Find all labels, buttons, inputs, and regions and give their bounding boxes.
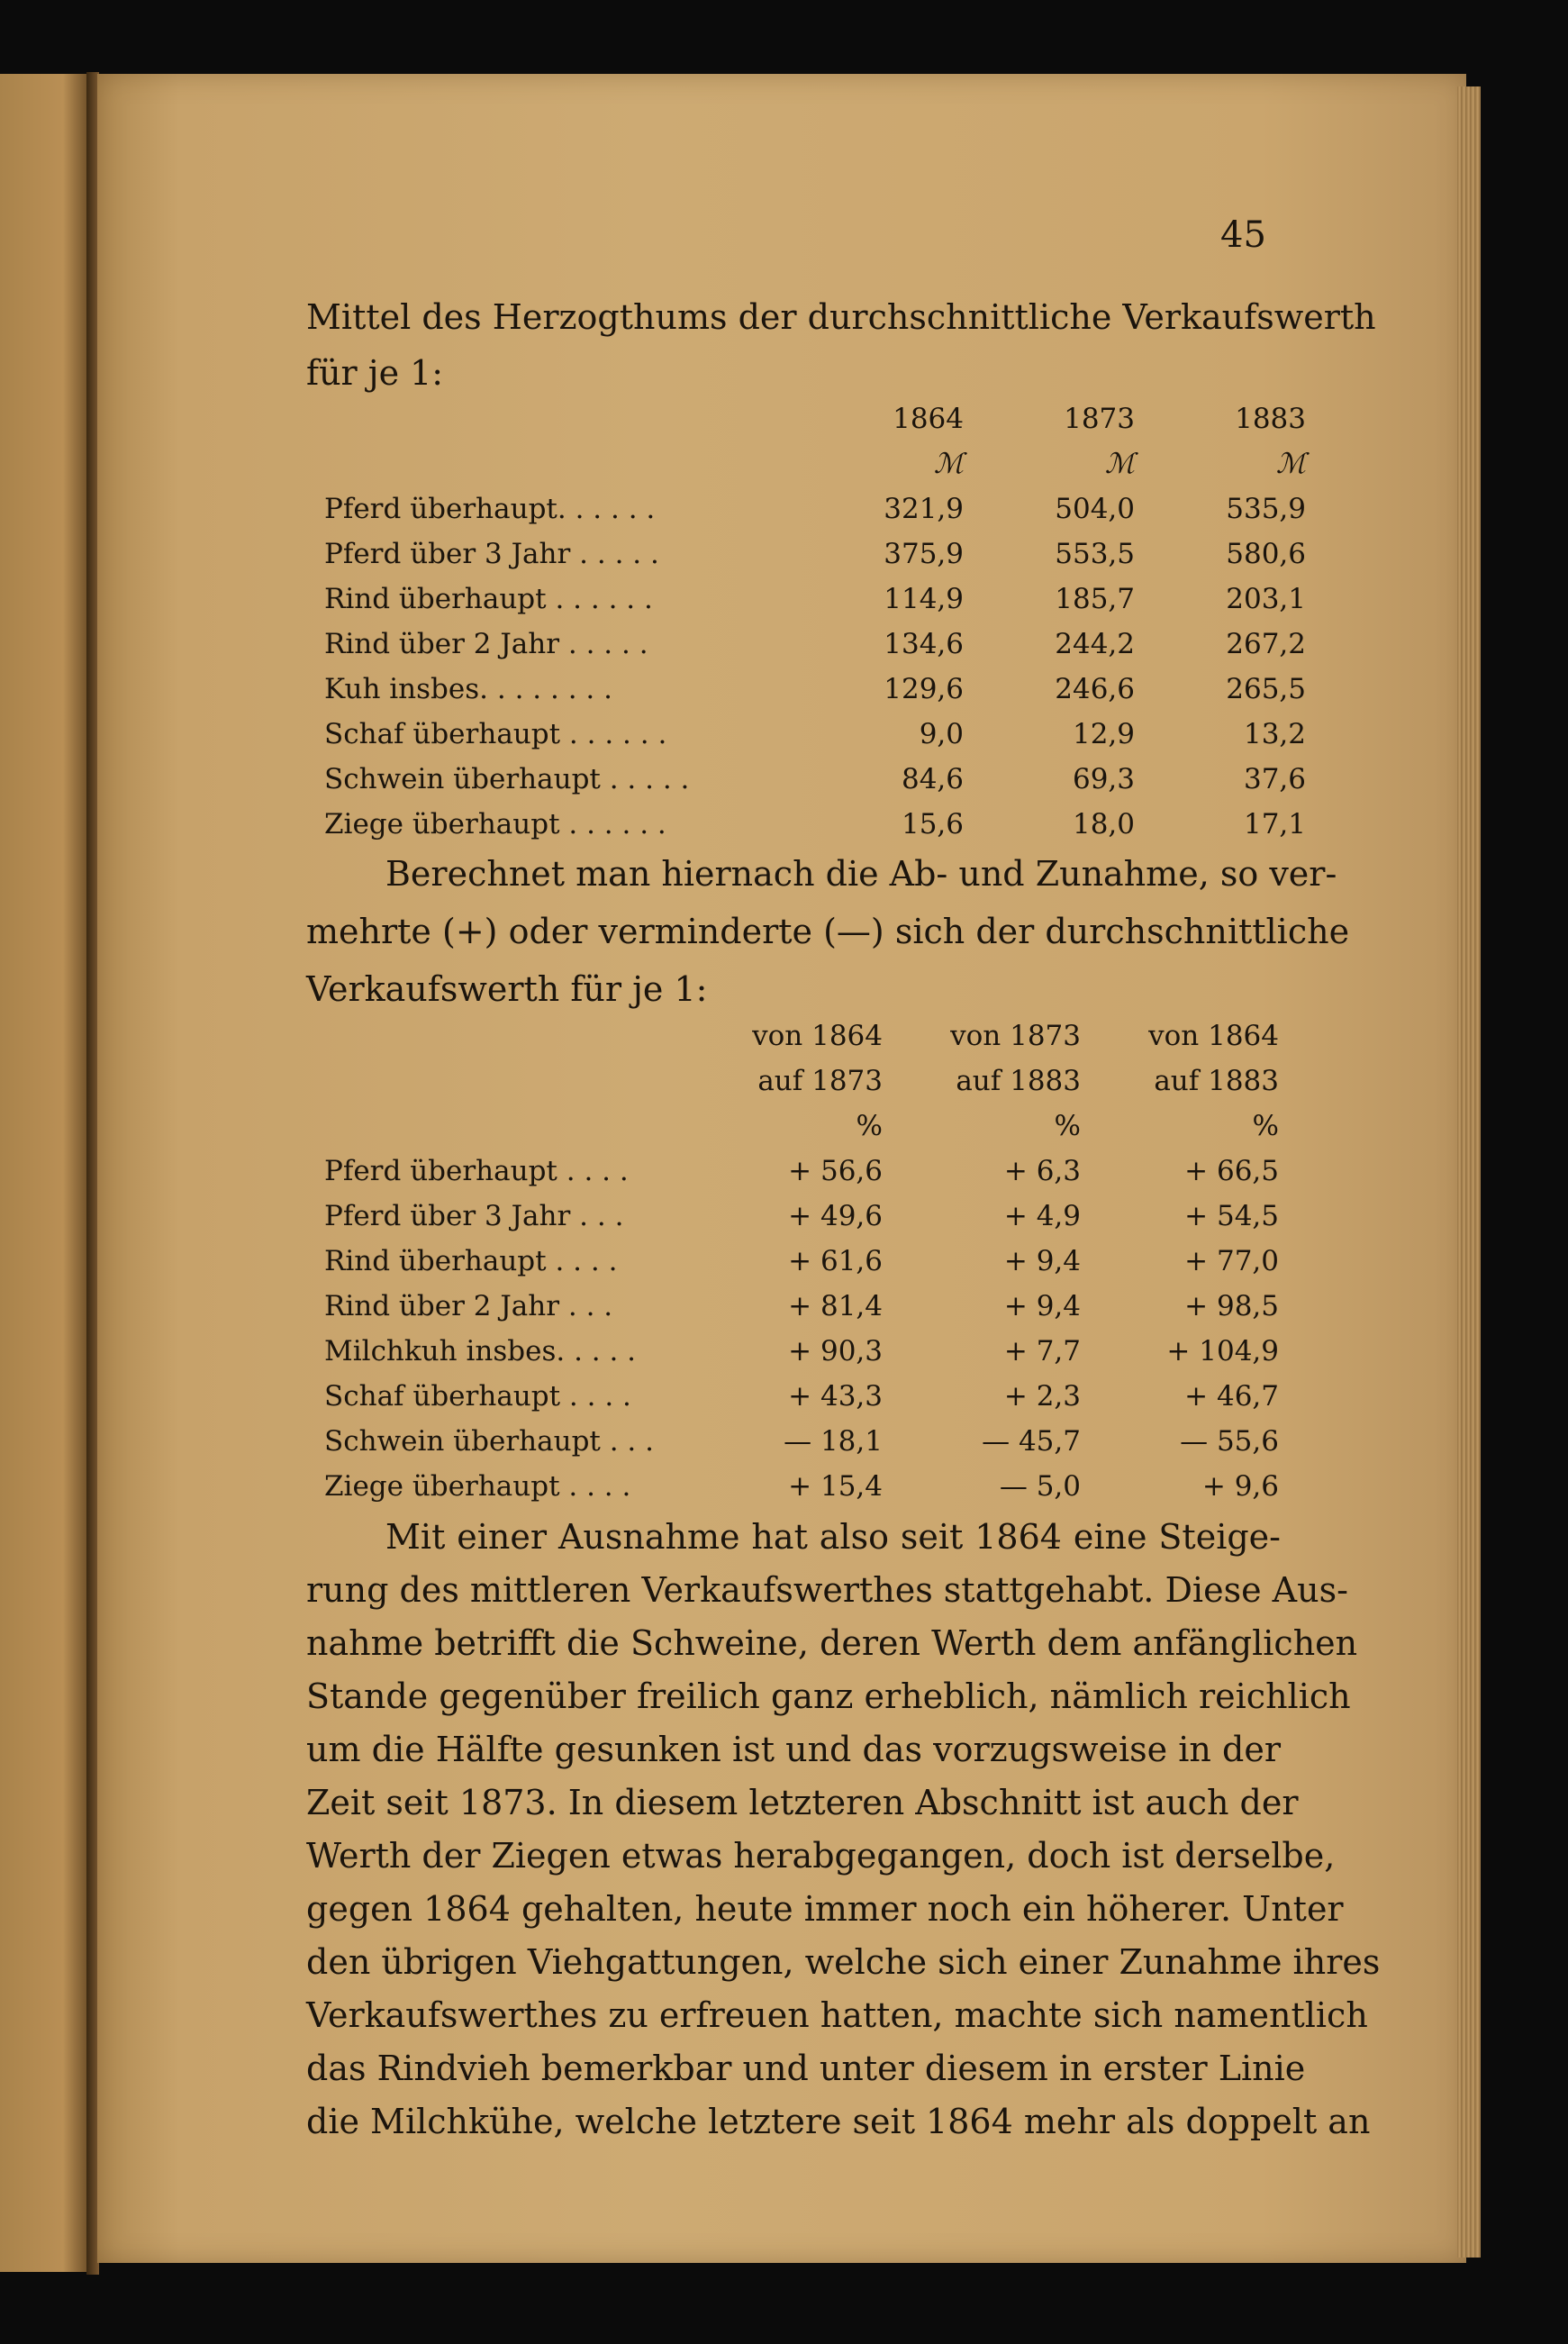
cell-value: + 7,7	[1003, 1335, 1081, 1367]
cell-value: 185,7	[1055, 583, 1135, 615]
cell-value: 267,2	[1226, 628, 1306, 660]
cell-value: + 98,5	[1184, 1290, 1279, 1322]
cell-value: 246,6	[1055, 673, 1135, 705]
cell-value: + 56,6	[788, 1155, 883, 1187]
cell-value: 114,9	[884, 583, 964, 615]
cell-value: 203,1	[1226, 583, 1306, 615]
cell-value: 37,6	[1243, 763, 1306, 795]
cell-value: + 90,3	[788, 1335, 883, 1367]
cell-value: 9,0	[919, 718, 964, 750]
table-row	[324, 1464, 1279, 1509]
table-row	[324, 1329, 1279, 1374]
cell-value: + 46,7	[1184, 1380, 1279, 1413]
cell-value: + 61,6	[788, 1245, 883, 1277]
value-table-unit-row	[324, 441, 1306, 486]
cell-value: 321,9	[884, 493, 964, 525]
table-row	[324, 622, 1306, 667]
paragraph-line-7: Werth der Ziegen etwas herabgegangen, doch ist derselbe,	[306, 1836, 1336, 1876]
row-label: Ziege überhaupt . . . . . .	[324, 808, 666, 840]
cell-value: — 45,7	[982, 1425, 1081, 1458]
cell-value: 84,6	[901, 763, 964, 795]
middle-line-1: Berechnet man hiernach die Ab- und Zunahme, so ver-	[385, 854, 1337, 894]
cell-value: 580,6	[1226, 538, 1306, 570]
paragraph-line-12: die Milchkühe, welche letztere seit 1864 mehr als doppelt an	[306, 2102, 1371, 2141]
table-row	[324, 577, 1306, 622]
paragraph-line-10: Verkaufswerthes zu erfreuen hatten, machte sich namentlich	[306, 1995, 1368, 2035]
row-label: Ziege überhaupt . . . .	[324, 1470, 631, 1503]
paragraph-line-8: gegen 1864 gehalten, heute immer noch ein höherer. Unter	[306, 1889, 1344, 1929]
table-row	[324, 802, 1306, 847]
cell-value: 535,9	[1226, 493, 1306, 525]
cell-value: 504,0	[1055, 493, 1135, 525]
change-table-unit-row	[324, 1104, 1279, 1149]
period-to-header: auf 1883	[1154, 1065, 1279, 1097]
table-row	[324, 757, 1306, 802]
period-from-header: von 1864	[1148, 1020, 1279, 1052]
row-label: Schaf überhaupt . . . .	[324, 1380, 631, 1413]
row-label: Schwein überhaupt . . . . .	[324, 763, 690, 795]
cell-value: 12,9	[1072, 718, 1135, 750]
paragraph-line-5: um die Hälfte gesunken ist und das vorzugsweise in der	[306, 1730, 1281, 1769]
unit-header: ℳ	[1104, 448, 1135, 480]
unit-header: ℳ	[933, 448, 964, 480]
row-label: Kuh insbes. . . . . . . .	[324, 673, 612, 705]
row-label: Pferd überhaupt . . . .	[324, 1155, 629, 1187]
table-row	[324, 1284, 1279, 1329]
change-table	[324, 1013, 1279, 1509]
intro-line-1: Mittel des Herzogthums der durchschnittliche Verkaufswerth	[306, 297, 1376, 337]
value-table	[324, 396, 1306, 847]
unit-header: ℳ	[1275, 448, 1306, 480]
intro-line-2: für je 1:	[306, 353, 444, 393]
cell-value: + 81,4	[788, 1290, 883, 1322]
cell-value: — 18,1	[784, 1425, 883, 1458]
year-header: 1883	[1235, 403, 1306, 435]
change-table-from-row	[324, 1013, 1279, 1058]
year-header: 1864	[893, 403, 964, 435]
percent-header: %	[856, 1110, 883, 1142]
period-to-header: auf 1883	[956, 1065, 1081, 1097]
table-row	[324, 1149, 1279, 1194]
paragraph-line-11: das Rindvieh bemerkbar und unter diesem in erster Linie	[306, 2049, 1306, 2088]
paragraph-line-3: nahme betrifft die Schweine, deren Werth dem anfänglichen	[306, 1623, 1358, 1663]
cell-value: + 43,3	[788, 1380, 883, 1413]
percent-header: %	[1054, 1110, 1081, 1142]
percent-header: %	[1252, 1110, 1279, 1142]
row-label: Rind überhaupt . . . . . .	[324, 583, 653, 615]
table-row	[324, 1194, 1279, 1239]
cell-value: + 9,6	[1201, 1470, 1279, 1503]
cell-value: 553,5	[1055, 538, 1135, 570]
paragraph-line-9: den übrigen Viehgattungen, welche sich einer Zunahme ihres	[306, 1942, 1381, 1982]
cell-value: + 49,6	[788, 1200, 883, 1232]
cell-value: + 66,5	[1184, 1155, 1279, 1187]
cell-value: 18,0	[1072, 808, 1135, 840]
cell-value: + 54,5	[1184, 1200, 1279, 1232]
row-label: Pferd über 3 Jahr . . . . .	[324, 538, 659, 570]
row-label: Pferd überhaupt. . . . . .	[324, 493, 656, 525]
cell-value: 244,2	[1055, 628, 1135, 660]
cell-value: + 104,9	[1166, 1335, 1279, 1367]
table-row	[324, 531, 1306, 577]
paragraph-line-6: Zeit seit 1873. In diesem letzteren Abschnitt ist auch der	[306, 1783, 1299, 1822]
row-label: Schwein überhaupt . . .	[324, 1425, 654, 1458]
period-from-header: von 1873	[950, 1020, 1081, 1052]
table-row	[324, 486, 1306, 531]
paragraph-line-4: Stande gegenüber freilich ganz erheblich, nämlich reichlich	[306, 1676, 1351, 1716]
cell-value: + 77,0	[1184, 1245, 1279, 1277]
table-row	[324, 1374, 1279, 1419]
left-page-edge	[0, 74, 90, 2272]
year-header: 1873	[1064, 403, 1135, 435]
period-from-header: von 1864	[752, 1020, 883, 1052]
cell-value: 134,6	[884, 628, 964, 660]
middle-line-3: Verkaufswerth für je 1:	[306, 969, 708, 1009]
change-table-to-row	[324, 1058, 1279, 1104]
cell-value: + 9,4	[1003, 1290, 1081, 1322]
cell-value: + 6,3	[1003, 1155, 1081, 1187]
cell-value: + 4,9	[1003, 1200, 1081, 1232]
middle-line-2: mehrte (+) oder verminderte (—) sich der durchschnittliche	[306, 912, 1350, 951]
row-label: Rind überhaupt . . . .	[324, 1245, 618, 1277]
cell-value: 375,9	[884, 538, 964, 570]
cell-value: 17,1	[1243, 808, 1306, 840]
cell-value: + 15,4	[788, 1470, 883, 1503]
cell-value: — 55,6	[1180, 1425, 1279, 1458]
cell-value: — 5,0	[999, 1470, 1081, 1503]
table-row	[324, 1239, 1279, 1284]
page-number: 45	[1220, 214, 1266, 256]
cell-value: + 2,3	[1003, 1380, 1081, 1413]
table-row	[324, 1419, 1279, 1464]
cell-value: 265,5	[1226, 673, 1306, 705]
cell-value: 129,6	[884, 673, 964, 705]
paragraph-line-2: rung des mittleren Verkaufswerthes stattgehabt. Diese Aus-	[306, 1570, 1348, 1610]
row-label: Rind über 2 Jahr . . .	[324, 1290, 613, 1322]
row-label: Schaf überhaupt . . . . . .	[324, 718, 667, 750]
row-label: Rind über 2 Jahr . . . . .	[324, 628, 648, 660]
page-edge-stack	[1457, 86, 1481, 2258]
table-row	[324, 667, 1306, 712]
row-label: Pferd über 3 Jahr . . .	[324, 1200, 624, 1232]
period-to-header: auf 1873	[757, 1065, 883, 1097]
value-table-year-row	[324, 396, 1306, 441]
cell-value: 15,6	[901, 808, 964, 840]
paragraph-line-1: Mit einer Ausnahme hat also seit 1864 eine Steige-	[385, 1517, 1281, 1557]
row-label: Milchkuh insbes. . . . .	[324, 1335, 637, 1367]
cell-value: + 9,4	[1003, 1245, 1081, 1277]
cell-value: 69,3	[1072, 763, 1135, 795]
cell-value: 13,2	[1243, 718, 1306, 750]
table-row	[324, 712, 1306, 757]
